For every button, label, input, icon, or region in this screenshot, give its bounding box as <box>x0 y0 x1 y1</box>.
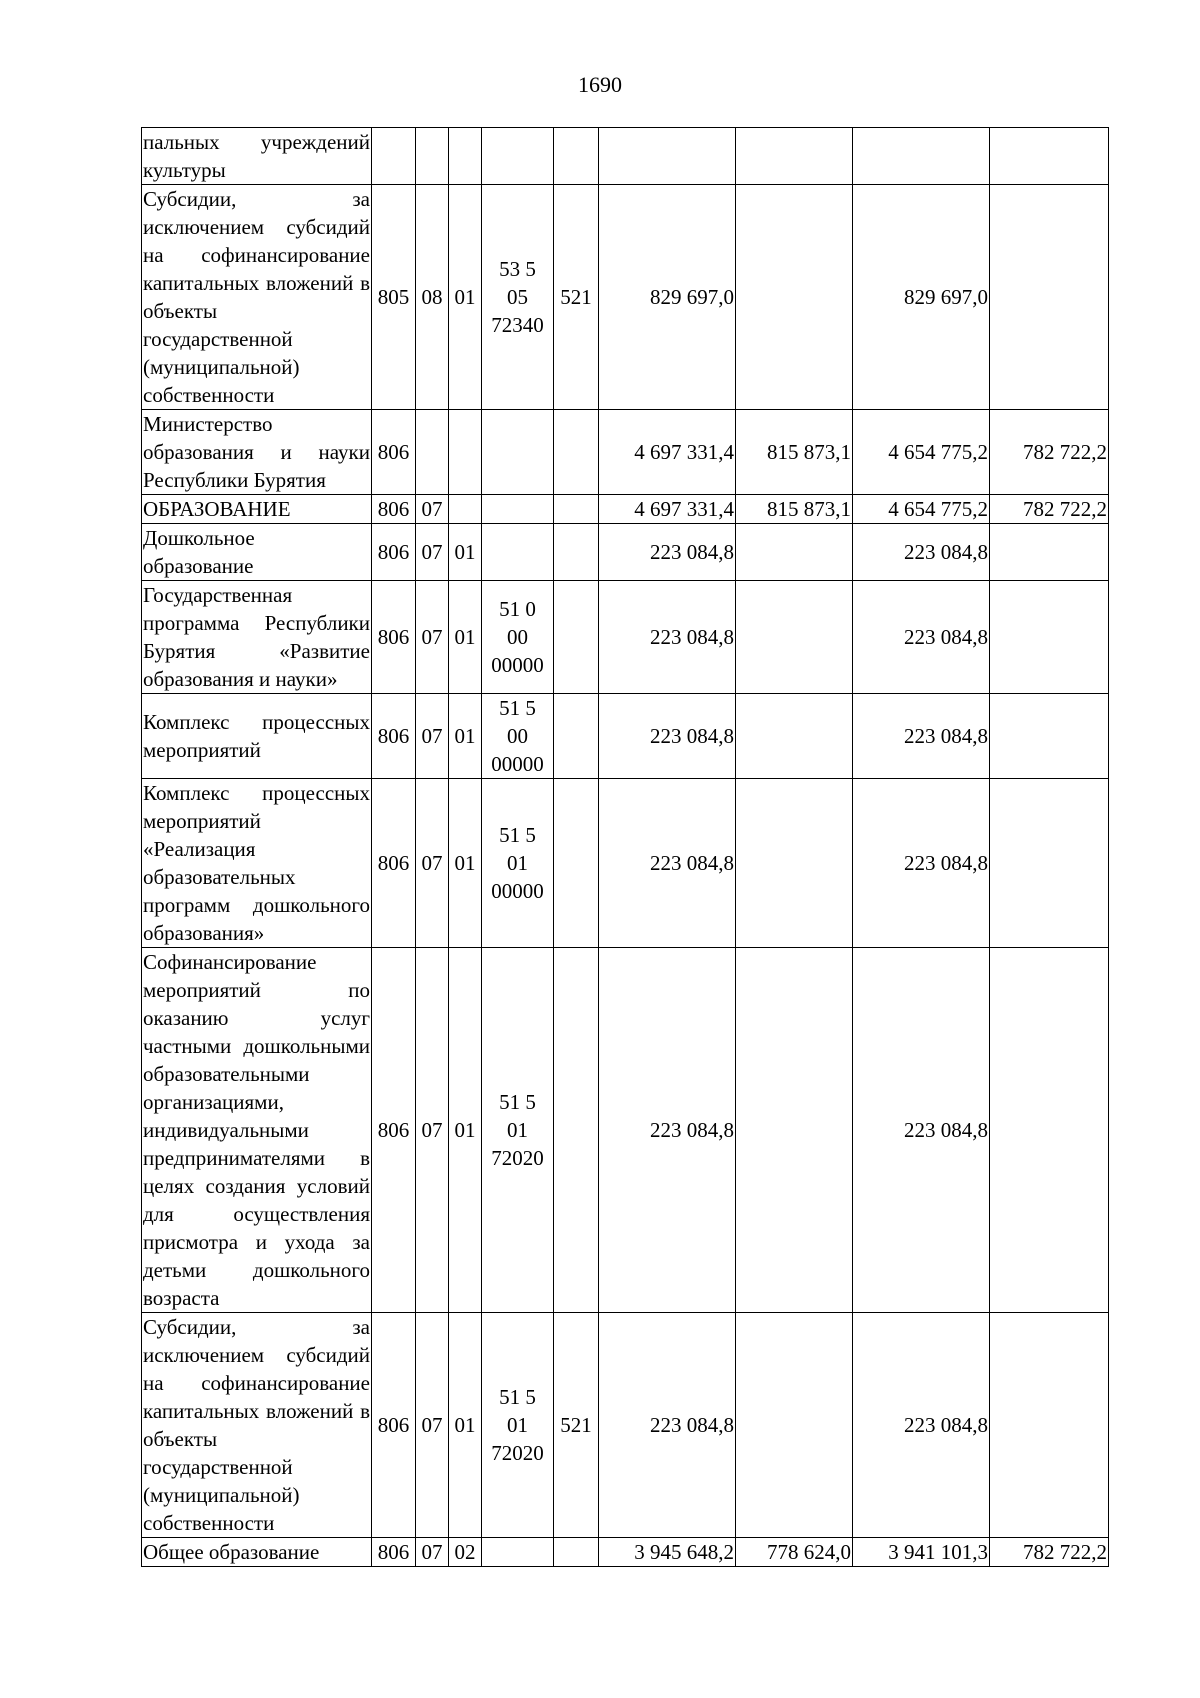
amount-next-federal <box>990 948 1109 1313</box>
section-code: 07 <box>416 779 449 948</box>
target-article-code-part: 72020 <box>491 1146 544 1170</box>
section-code: 07 <box>416 694 449 779</box>
table-row <box>142 524 1109 581</box>
amount-next-federal <box>990 694 1109 779</box>
table-row <box>142 948 1109 1313</box>
expense-type-code <box>554 128 599 185</box>
amount-next-total: 4 654 775,2 <box>853 410 990 495</box>
amount-next-total: 223 084,8 <box>853 1313 990 1538</box>
target-article-code-part: 51 5 <box>499 696 536 720</box>
grbs-code: 806 <box>372 1313 416 1538</box>
expense-type-code: 521 <box>554 185 599 410</box>
section-code: 07 <box>416 581 449 694</box>
amount-federal <box>736 185 853 410</box>
amount-next-total <box>853 128 990 185</box>
subsection-code <box>449 128 482 185</box>
amount-next-total: 829 697,0 <box>853 185 990 410</box>
budget-table <box>141 127 1109 1567</box>
target-article-code <box>482 581 554 694</box>
grbs-code: 806 <box>372 581 416 694</box>
row-name: ОБРАЗОВАНИЕ <box>142 495 372 524</box>
grbs-code: 806 <box>372 524 416 581</box>
amount-federal: 778 624,0 <box>736 1538 853 1567</box>
table-row <box>142 581 1109 694</box>
amount-federal <box>736 128 853 185</box>
amount-federal <box>736 779 853 948</box>
amount-next-federal <box>990 185 1109 410</box>
amount-total: 223 084,8 <box>599 581 736 694</box>
row-name: Министерство образования и науки Республики Бурятия <box>142 410 372 495</box>
expense-type-code <box>554 694 599 779</box>
section-code: 07 <box>416 1538 449 1567</box>
amount-federal <box>736 1313 853 1538</box>
subsection-code: 01 <box>449 948 482 1313</box>
amount-next-federal: 782 722,2 <box>990 1538 1109 1567</box>
target-article-code-part: 00000 <box>491 752 544 776</box>
section-code: 07 <box>416 495 449 524</box>
target-article-code <box>482 410 554 495</box>
expense-type-code <box>554 495 599 524</box>
expense-type-code <box>554 410 599 495</box>
target-article-code <box>482 495 554 524</box>
row-name: Дошкольное образование <box>142 524 372 581</box>
row-name: Общее образование <box>142 1538 372 1567</box>
target-article-code <box>482 524 554 581</box>
grbs-code: 806 <box>372 779 416 948</box>
row-name: пальных учреждений культуры <box>142 128 372 185</box>
table-row <box>142 779 1109 948</box>
target-article-code-part: 51 5 <box>499 1090 536 1114</box>
amount-total: 4 697 331,4 <box>599 495 736 524</box>
row-name: Субсидии, за исключением субсидий на софинансирование капитальных вложений в объекты государственной (муниципальной) собственности <box>142 1313 372 1538</box>
table-row <box>142 1538 1109 1567</box>
amount-next-total: 3 941 101,3 <box>853 1538 990 1567</box>
section-code: 07 <box>416 948 449 1313</box>
amount-next-federal <box>990 581 1109 694</box>
target-article-code <box>482 694 554 779</box>
target-article-code <box>482 185 554 410</box>
target-article-code-part: 01 <box>507 1118 528 1142</box>
target-article-code <box>482 948 554 1313</box>
subsection-code: 01 <box>449 185 482 410</box>
amount-next-federal <box>990 128 1109 185</box>
grbs-code <box>372 128 416 185</box>
amount-total: 223 084,8 <box>599 948 736 1313</box>
expense-type-code <box>554 524 599 581</box>
amount-next-total: 4 654 775,2 <box>853 495 990 524</box>
amount-federal <box>736 524 853 581</box>
subsection-code: 01 <box>449 694 482 779</box>
target-article-code-part: 51 5 <box>499 1385 536 1409</box>
amount-total: 223 084,8 <box>599 694 736 779</box>
section-code <box>416 410 449 495</box>
target-article-code-part: 00 <box>507 625 528 649</box>
target-article-code <box>482 128 554 185</box>
row-name: Комплекс процессных мероприятий <box>142 694 372 779</box>
table-row <box>142 128 1109 185</box>
amount-federal: 815 873,1 <box>736 410 853 495</box>
expense-type-code: 521 <box>554 1313 599 1538</box>
amount-total <box>599 128 736 185</box>
grbs-code: 805 <box>372 185 416 410</box>
amount-total: 223 084,8 <box>599 524 736 581</box>
expense-type-code <box>554 1538 599 1567</box>
page-number: 1690 <box>578 72 622 97</box>
subsection-code: 01 <box>449 1313 482 1538</box>
row-name: Софинансирование мероприятий по оказанию услуг частными дошкольными образовательными организациями, индивидуальными предпринимателями в целях создания условий для осуществления присмотра и ухода за детьми дошкольного возраста <box>142 948 372 1313</box>
target-article-code-part: 72340 <box>491 313 544 337</box>
amount-federal: 815 873,1 <box>736 495 853 524</box>
amount-total: 3 945 648,2 <box>599 1538 736 1567</box>
amount-total: 223 084,8 <box>599 779 736 948</box>
target-article-code-part: 00000 <box>491 879 544 903</box>
amount-next-federal: 782 722,2 <box>990 410 1109 495</box>
grbs-code: 806 <box>372 495 416 524</box>
expense-type-code <box>554 948 599 1313</box>
target-article-code <box>482 779 554 948</box>
target-article-code-part: 53 5 <box>499 257 536 281</box>
amount-next-total: 223 084,8 <box>853 948 990 1313</box>
table-row <box>142 410 1109 495</box>
amount-federal <box>736 581 853 694</box>
expense-type-code <box>554 779 599 948</box>
target-article-code-part: 05 <box>507 285 528 309</box>
amount-next-total: 223 084,8 <box>853 779 990 948</box>
target-article-code-part: 51 5 <box>499 823 536 847</box>
amount-federal <box>736 948 853 1313</box>
amount-next-total: 223 084,8 <box>853 581 990 694</box>
amount-next-federal <box>990 1313 1109 1538</box>
section-code: 08 <box>416 185 449 410</box>
target-article-code-part: 01 <box>507 1413 528 1437</box>
target-article-code <box>482 1538 554 1567</box>
subsection-code <box>449 495 482 524</box>
expense-type-code <box>554 581 599 694</box>
amount-next-federal: 782 722,2 <box>990 495 1109 524</box>
table-row <box>142 1313 1109 1538</box>
subsection-code <box>449 410 482 495</box>
row-name: Комплекс процессных мероприятий «Реализация образовательных программ дошкольного образования» <box>142 779 372 948</box>
amount-total: 829 697,0 <box>599 185 736 410</box>
grbs-code: 806 <box>372 1538 416 1567</box>
row-name: Субсидии, за исключением субсидий на софинансирование капитальных вложений в объекты государственной (муниципальной) собственности <box>142 185 372 410</box>
amount-total: 223 084,8 <box>599 1313 736 1538</box>
grbs-code: 806 <box>372 948 416 1313</box>
target-article-code-part: 51 0 <box>499 597 536 621</box>
target-article-code-part: 01 <box>507 851 528 875</box>
target-article-code-part: 72020 <box>491 1441 544 1465</box>
section-code <box>416 128 449 185</box>
target-article-code <box>482 1313 554 1538</box>
target-article-code-part: 00 <box>507 724 528 748</box>
amount-next-total: 223 084,8 <box>853 524 990 581</box>
grbs-code: 806 <box>372 410 416 495</box>
subsection-code: 01 <box>449 779 482 948</box>
table-row <box>142 694 1109 779</box>
amount-next-federal <box>990 779 1109 948</box>
row-name: Государственная программа Республики Бурятия «Развитие образования и науки» <box>142 581 372 694</box>
amount-federal <box>736 694 853 779</box>
amount-total: 4 697 331,4 <box>599 410 736 495</box>
subsection-code: 01 <box>449 581 482 694</box>
section-code: 07 <box>416 1313 449 1538</box>
table-row <box>142 495 1109 524</box>
amount-next-total: 223 084,8 <box>853 694 990 779</box>
subsection-code: 02 <box>449 1538 482 1567</box>
subsection-code: 01 <box>449 524 482 581</box>
amount-next-federal <box>990 524 1109 581</box>
section-code: 07 <box>416 524 449 581</box>
grbs-code: 806 <box>372 694 416 779</box>
table-row <box>142 185 1109 410</box>
target-article-code-part: 00000 <box>491 653 544 677</box>
